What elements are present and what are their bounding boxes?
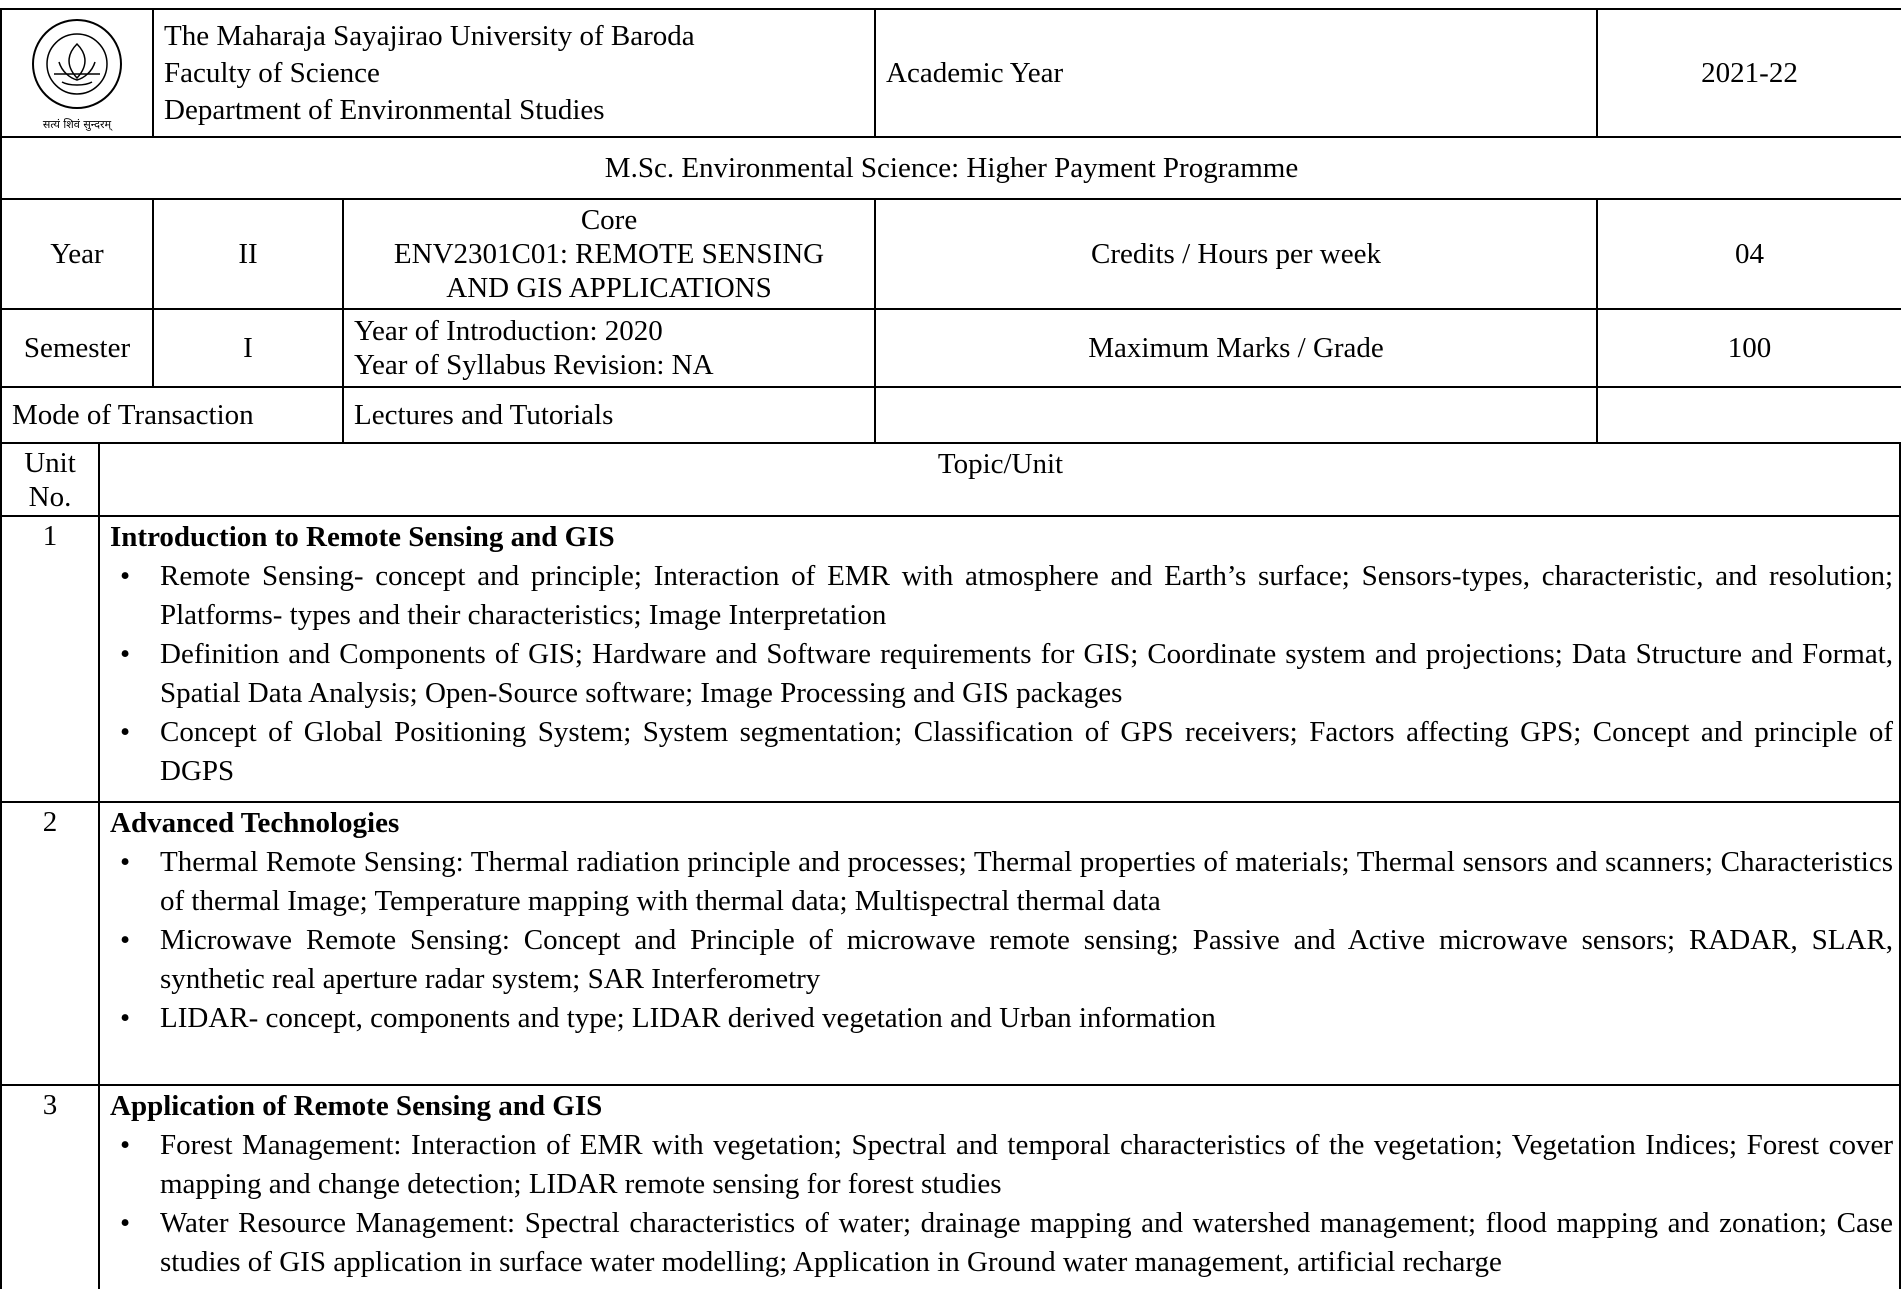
semester-value: I	[153, 309, 343, 387]
seal-motto: सत्यं शिवं सुन्दरम्	[42, 118, 112, 131]
university-name-cell	[153, 9, 875, 137]
list-item: • Concept of Global Positioning System; System segmentation; Classification of GPS receivers; Factors affecting GPS; Concept and principle of DGPS	[110, 713, 1893, 791]
topic-header: Topic/Unit	[937, 448, 1064, 480]
unit-2-title: Advanced Technologies	[110, 807, 400, 839]
unit-1-topics	[110, 557, 1893, 791]
header-row	[1, 9, 1901, 137]
unit-1-title: Introduction to Remote Sensing and GIS	[110, 521, 615, 553]
credits-label: Credits / Hours per week	[875, 199, 1597, 309]
marks-label: Maximum Marks / Grade	[875, 309, 1597, 387]
course-code-title-line1: ENV2301C01: REMOTE SENSING	[393, 238, 825, 270]
list-item: • Water Resource Management: Spectral characteristics of water; drainage mapping and watershed management; flood mapping and zonation; Case studies of GIS application in surface water modelling; Application in Ground water management, artificial recharge	[110, 1204, 1893, 1282]
course-code-title-line2: AND GIS APPLICATIONS	[446, 272, 772, 304]
course-title-cell	[343, 199, 875, 309]
mode-label: Mode of Transaction	[1, 387, 343, 443]
unit-1-no: 1	[42, 520, 58, 552]
programme-row	[1, 137, 1901, 199]
unit-2-body	[110, 804, 1893, 1038]
semester-label: Semester	[1, 309, 153, 387]
list-item: • Microwave Remote Sensing: Concept and Principle of microwave remote sensing; Passive and Active microwave sensors; RADAR, SLAR, synthetic real aperture radar system; SAR Interferometry	[110, 921, 1893, 999]
department-name: Department of Environmental Studies	[164, 93, 605, 126]
mode-row	[1, 387, 1901, 443]
university-seal-icon	[14, 12, 140, 134]
marks-value: 100	[1597, 309, 1901, 387]
list-item: • Definition and Components of GIS; Hardware and Software requirements for GIS; Coordinate system and projections; Data Structure and Format, Spatial Data Analysis; Open-Source software; Image Processing and GIS packages	[110, 635, 1893, 713]
year-label: Year	[1, 199, 153, 309]
units-divider	[98, 444, 100, 1289]
course-info-table	[0, 8, 1901, 444]
semester-row	[1, 309, 1901, 387]
credits-value: 04	[1597, 199, 1901, 309]
unit-no-header-line2: No.	[28, 481, 72, 513]
list-item: • Remote Sensing- concept and principle; Interaction of EMR with atmosphere and Earth’s surface; Sensors-types, characteristic, and resolution; Platforms- types and their characteristics; Image Interpretation	[110, 557, 1893, 635]
year-info-cell	[343, 309, 875, 387]
unit-1-rule	[0, 801, 1901, 803]
course-row	[1, 199, 1901, 309]
list-item: • Thermal Remote Sensing: Thermal radiation principle and processes; Thermal properties of materials; Thermal sensors and scanners; Characteristics of thermal Image; Temperature mapping with thermal data; Multispectral thermal data	[110, 843, 1893, 921]
mode-empty-cell-2	[1597, 387, 1901, 443]
units-left-border	[0, 444, 2, 1289]
year-of-introduction: Year of Introduction: 2020	[354, 315, 663, 347]
unit-no-header-line1: Unit	[24, 447, 76, 479]
programme-title: M.Sc. Environmental Science: Higher Payment Programme	[1, 137, 1901, 199]
list-item: • Forest Management: Interaction of EMR with vegetation; Spectral and temporal characteristics of the vegetation; Vegetation Indices; Forest cover mapping and change detection; LIDAR remote sensing for forest studies	[110, 1126, 1893, 1204]
academic-year-value: 2021-22	[1597, 9, 1901, 137]
unit-2-no: 2	[42, 806, 58, 838]
units-section	[0, 444, 1901, 1289]
unit-2-rule	[0, 1084, 1901, 1086]
year-value: II	[153, 199, 343, 309]
unit-2-topics	[110, 843, 1893, 1038]
unit-no-header	[0, 446, 100, 514]
university-name: The Maharaja Sayajirao University of Baroda	[164, 19, 695, 52]
unit-3-body	[110, 1087, 1893, 1282]
faculty-name: Faculty of Science	[164, 56, 380, 89]
course-type: Core	[580, 204, 638, 236]
unit-3-title: Application of Remote Sensing and GIS	[110, 1090, 603, 1122]
year-of-revision: Year of Syllabus Revision: NA	[354, 349, 714, 381]
unit-3-topics	[110, 1126, 1893, 1282]
unit-3-no: 3	[42, 1089, 58, 1121]
academic-year-label: Academic Year	[875, 9, 1597, 137]
mode-empty-cell	[875, 387, 1597, 443]
units-header-rule	[0, 515, 1901, 517]
mode-value: Lectures and Tutorials	[343, 387, 875, 443]
unit-1-body	[110, 518, 1893, 791]
logo-cell	[1, 9, 153, 137]
list-item: • LIDAR- concept, components and type; LIDAR derived vegetation and Urban information	[110, 999, 1893, 1038]
